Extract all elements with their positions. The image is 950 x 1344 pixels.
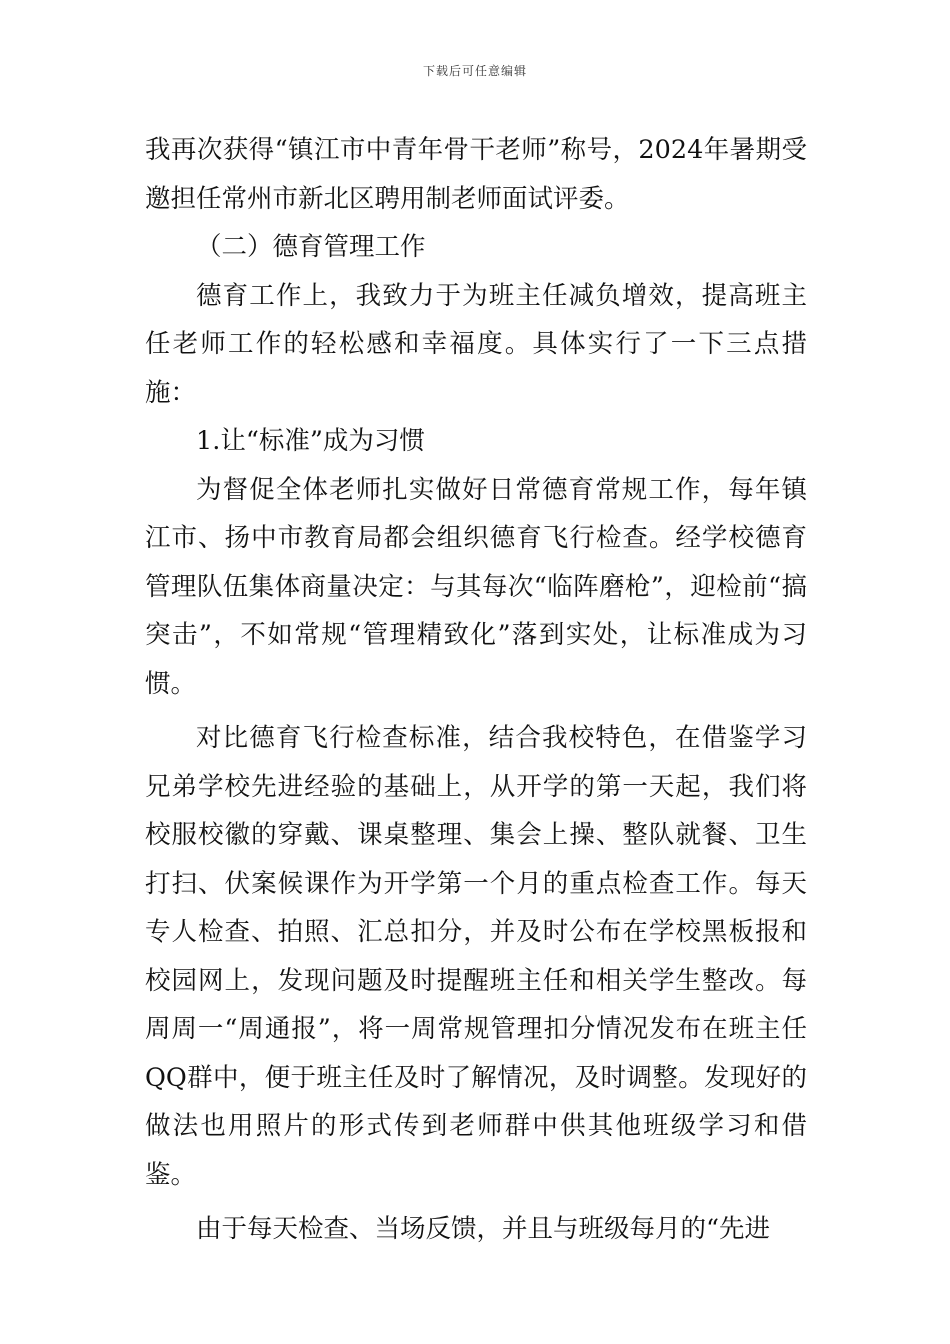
- page-header: 下载后可任意编辑: [422, 64, 527, 78]
- subheading-standard-habit: 1.让“标准”成为习惯: [196, 426, 425, 456]
- paragraph-5: 由于每天检查、当场反馈，并且与班级每月的“先进: [196, 1214, 771, 1244]
- document-body: [145, 126, 807, 1254]
- paragraph-2: 德育工作上，我致力于为班主任减负增效，提高班主任老师工作的轻松感和幸福度。具体实行了一下三点措施：: [145, 280, 807, 408]
- paragraph-1: 我再次获得“镇江市中青年骨干老师”称号，2024年暑期受邀担任常州市新北区聘用制老师面试评委。: [145, 135, 807, 214]
- section-heading-moral-education: （二）德育管理工作: [196, 232, 426, 262]
- paragraph-3: 为督促全体老师扎实做好日常德育常规工作，每年镇江市、扬中市教育局都会组织德育飞行检查。经学校德育管理队伍集体商量决定：与其每次“临阵磨枪”，迎检前“搞突击”，不如常规“管理精致化”落到实处，让标准成为习惯。: [145, 474, 807, 699]
- paragraph-4: 对比德育飞行检查标准，结合我校特色，在借鉴学习兄弟学校先进经验的基础上，从开学的第一天起，我们将校服校徽的穿戴、课桌整理、集会上操、整队就餐、卫生打扫、伏案候课作为开学第一个月的重点检查工作。每天专人检查、拍照、汇总扣分，并及时公布在学校黑板报和校园网上，发现问题及时提醒班主任和相关学生整改。每周周一“周通报”，将一周常规管理扣分情况发布在班主任QQ群中，便于班主任及时了解情况，及时调整。发现好的做法也用照片的形式传到老师群中供其他班级学习和借鉴。: [145, 723, 807, 1190]
